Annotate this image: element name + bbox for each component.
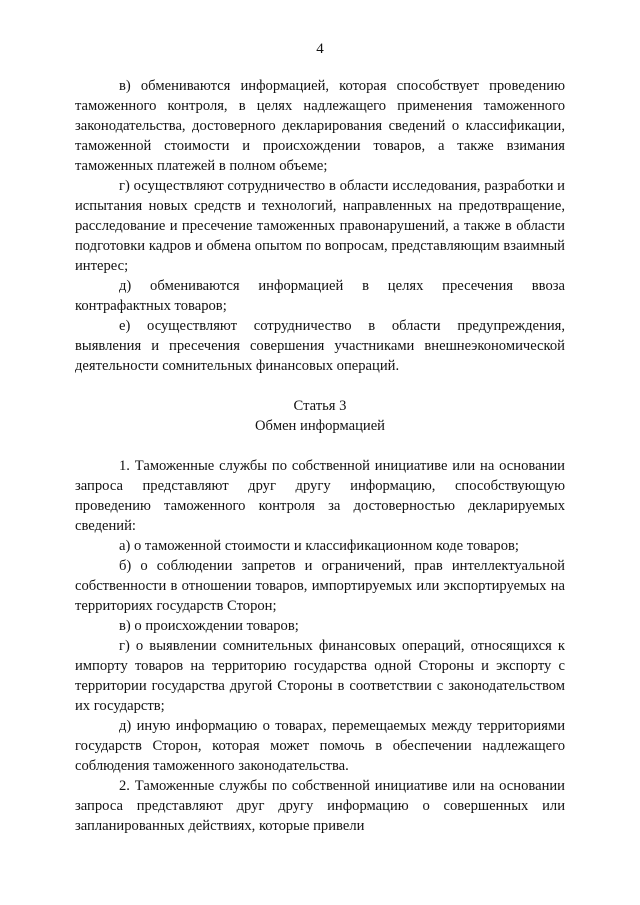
clause-2: 2. Таможенные службы по собственной инициативе или на основании запроса представляют друг другу информацию о совершенных или запланированных действиях, которые привели [75, 778, 565, 834]
article-subtitle: Обмен информацией [255, 418, 385, 434]
document-body [75, 76, 565, 836]
clause-1-item-d: д) иную информацию о товарах, перемещаемых между территориями государств Сторон, которая может помочь в обеспечении надлежащего соблюдения таможенного законодательства. [75, 718, 565, 774]
clause-1-item-v: в) о происхождении товаров; [119, 618, 299, 634]
paragraph-item-e: е) осуществляют сотрудничество в области предупреждения, выявления и пресечения совершения участниками внешнеэкономической деятельности сомнительных финансовых операций. [75, 318, 565, 374]
article-title: Статья 3 [293, 398, 347, 414]
page-number: 4 [316, 41, 324, 57]
clause-1-item-a: а) о таможенной стоимости и классификационном коде товаров; [119, 538, 519, 554]
clause-1-item-g: г) о выявлении сомнительных финансовых операций, относящихся к импорту товаров на территорию государства одной Стороны и экспорту с территории государства другой Стороны в соответствии с законодательством их государств; [75, 638, 565, 714]
paragraph-item-v: в) обмениваются информацией, которая способствует проведению таможенного контроля, в целях надлежащего применения таможенного законодательства, достоверного декларирования сведений о классификации, таможенной стоимости и происхождении товаров, а также взимания таможенных платежей в полном объеме; [75, 78, 565, 174]
paragraph-item-d: д) обмениваются информацией в целях пресечения ввоза контрафактных товаров; [75, 278, 565, 314]
paragraph-item-g: г) осуществляют сотрудничество в области исследования, разработки и испытания новых средств и технологий, направленных на предотвращение, расследование и пресечение таможенных правонарушений, а также в области подготовки кадров и обмена опытом по вопросам, представляющим взаимный интерес; [75, 178, 565, 274]
clause-1-item-b: б) о соблюдении запретов и ограничений, прав интеллектуальной собственности в отношении товаров, импортируемых или экспортируемых на территориях государств Сторон; [75, 558, 565, 614]
clause-1: 1. Таможенные службы по собственной инициативе или на основании запроса представляют друг другу информацию, способствующую проведению таможенного контроля за достоверностью декларируемых сведений: [75, 458, 565, 534]
